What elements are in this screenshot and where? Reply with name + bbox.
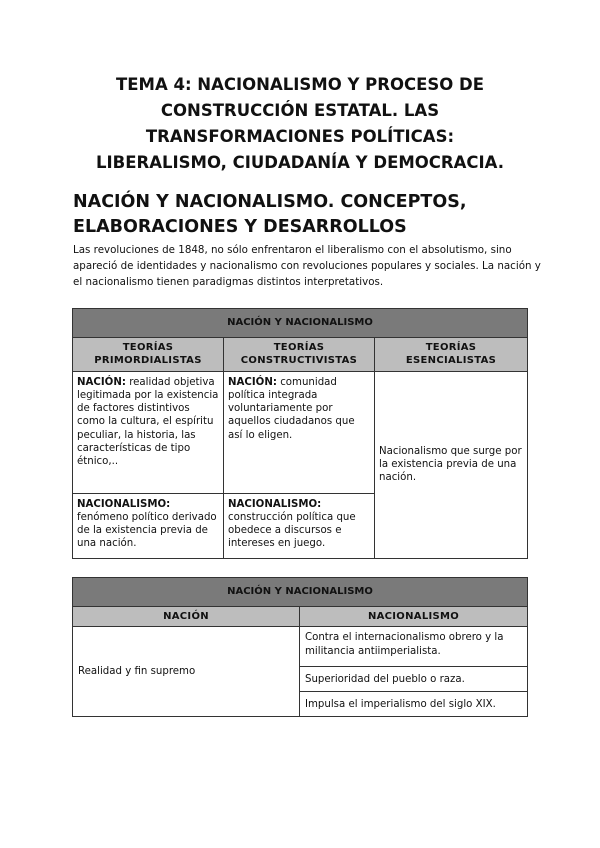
theories-table [72, 308, 528, 559]
primordialistas-nacion-text: realidad objetiva legitimada por la existencia de factores distintivos como la cultura, el espíritu peculiar, la historia, las características de tipo étnico,.. [77, 376, 219, 468]
constructivistas-nacion-text: comunidad política integrada voluntariamente por aquellos ciudadanos que así lo eligen. [228, 376, 355, 441]
header-primordialistas: TEORÍAS PRIMORDIALISTAS [73, 338, 224, 372]
main-title-line-2: CONSTRUCCIÓN ESTATAL. LAS [160, 101, 440, 120]
section-title-line-2: ELABORACIONES Y DESARROLLOS [73, 217, 407, 237]
constructivistas-nacionalismo-cell [224, 493, 375, 558]
nacionalismo-item: Impulsa el imperialismo del siglo XIX. [300, 692, 528, 717]
constructivistas-nacionalismo-text: construcción política que obedece a discursos e intereses en juego. [228, 511, 356, 550]
primordialistas-nacionalismo-cell [73, 493, 224, 558]
comparison-table-caption: NACIÓN Y NACIONALISMO [73, 578, 528, 607]
constructivistas-nacionalismo-term: NACIONALISMO: [228, 498, 322, 510]
intro-paragraph: Las revoluciones de 1848, no sólo enfrentaron el liberalismo con el absolutismo, sino apareció de identidades y nacionalismo con revoluciones populares y sociales. La nación y el nacionalismo tienen paradigmas distintos interpretativos. [73, 244, 541, 288]
header-esencialistas: TEORÍAS ESENCIALISTAS [375, 338, 528, 372]
constructivistas-nacion-term: NACIÓN: [228, 376, 277, 388]
nacionalismo-item: Superioridad del pueblo o raza. [300, 667, 528, 692]
primordialistas-nacionalismo-text: fenómeno político derivado de la existencia previa de una nación. [77, 511, 217, 550]
nacionalismo-item: Contra el internacionalismo obrero y la militancia antiimperialista. [300, 627, 528, 667]
nation-vs-nationalism-table [72, 577, 528, 717]
main-title-line-3: TRANSFORMACIONES POLÍTICAS: [145, 127, 455, 146]
nacion-cell: Realidad y fin supremo [73, 627, 300, 717]
header-nacion: NACIÓN [73, 607, 300, 627]
section-title [73, 190, 543, 240]
theories-table-caption: NACIÓN Y NACIONALISMO [73, 309, 528, 338]
primordialistas-nacion-cell [73, 371, 224, 493]
main-title-line-4: LIBERALISMO, CIUDADANÍA Y DEMOCRACIA. [96, 153, 504, 172]
esencialistas-cell: Nacionalismo que surge por la existencia previa de una nación. [375, 371, 528, 558]
main-title-line-1: TEMA 4: NACIONALISMO Y PROCESO DE [116, 75, 484, 94]
primordialistas-nacion-term: NACIÓN: [77, 376, 126, 388]
constructivistas-nacion-cell [224, 371, 375, 493]
header-nacionalismo: NACIONALISMO [300, 607, 528, 627]
primordialistas-nacionalismo-term: NACIONALISMO: [77, 498, 171, 510]
section-title-line-1: NACIÓN Y NACIONALISMO. CONCEPTOS, [73, 192, 467, 212]
header-constructivistas: TEORÍAS CONSTRUCTIVISTAS [224, 338, 375, 372]
main-title [70, 72, 530, 176]
